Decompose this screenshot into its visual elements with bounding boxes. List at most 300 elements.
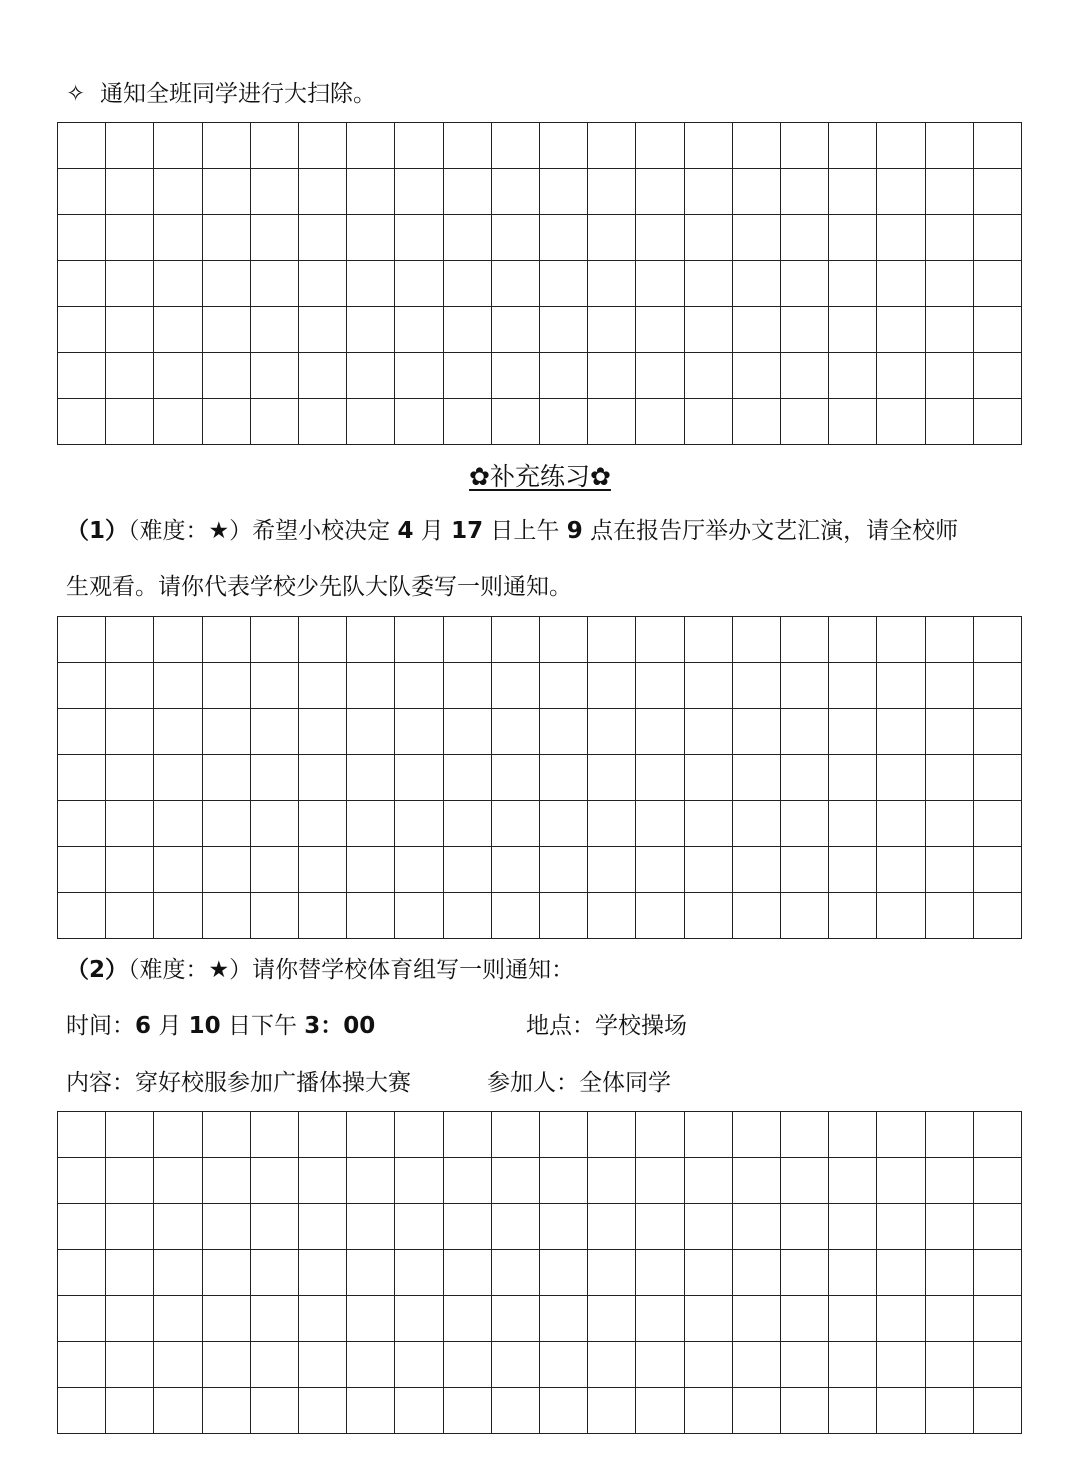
grid-cell[interactable] — [154, 617, 202, 663]
grid-cell[interactable] — [492, 755, 540, 801]
grid-cell[interactable] — [829, 1250, 877, 1296]
grid-cell[interactable] — [58, 1158, 106, 1204]
grid-cell[interactable] — [685, 215, 733, 261]
grid-cell[interactable] — [829, 399, 877, 445]
grid-cell[interactable] — [877, 801, 925, 847]
grid-cell[interactable] — [636, 169, 684, 215]
grid-cell[interactable] — [395, 1388, 443, 1434]
grid-cell[interactable] — [58, 893, 106, 939]
grid-cell[interactable] — [877, 1112, 925, 1158]
grid-cell[interactable] — [299, 709, 347, 755]
grid-cell[interactable] — [154, 847, 202, 893]
grid-cell[interactable] — [974, 617, 1022, 663]
grid-cell[interactable] — [877, 1388, 925, 1434]
grid-cell[interactable] — [685, 307, 733, 353]
grid-cell[interactable] — [492, 1158, 540, 1204]
grid-cell[interactable] — [347, 663, 395, 709]
grid-cell[interactable] — [106, 399, 154, 445]
grid-cell[interactable] — [829, 1204, 877, 1250]
grid-cell[interactable] — [685, 1112, 733, 1158]
grid-cell[interactable] — [58, 399, 106, 445]
grid-cell[interactable] — [395, 1158, 443, 1204]
grid-cell[interactable] — [877, 123, 925, 169]
grid-cell[interactable] — [781, 123, 829, 169]
grid-cell[interactable] — [781, 169, 829, 215]
grid-cell[interactable] — [685, 123, 733, 169]
grid-cell[interactable] — [829, 893, 877, 939]
grid-cell[interactable] — [58, 169, 106, 215]
grid-cell[interactable] — [540, 801, 588, 847]
grid-cell[interactable] — [395, 663, 443, 709]
grid-cell[interactable] — [636, 353, 684, 399]
grid-cell[interactable] — [444, 663, 492, 709]
grid-cell[interactable] — [154, 353, 202, 399]
grid-cell[interactable] — [444, 169, 492, 215]
grid-cell[interactable] — [251, 1296, 299, 1342]
grid-cell[interactable] — [974, 1250, 1022, 1296]
grid-cell[interactable] — [106, 1158, 154, 1204]
grid-cell[interactable] — [58, 261, 106, 307]
grid-cell[interactable] — [829, 261, 877, 307]
grid-cell[interactable] — [395, 801, 443, 847]
grid-cell[interactable] — [588, 1250, 636, 1296]
grid-cell[interactable] — [926, 617, 974, 663]
grid-cell[interactable] — [251, 215, 299, 261]
grid-cell[interactable] — [203, 399, 251, 445]
grid-cell[interactable] — [251, 1204, 299, 1250]
grid-cell[interactable] — [588, 847, 636, 893]
grid-cell[interactable] — [781, 1250, 829, 1296]
grid-cell[interactable] — [492, 307, 540, 353]
grid-cell[interactable] — [733, 617, 781, 663]
grid-cell[interactable] — [154, 123, 202, 169]
grid-cell[interactable] — [251, 847, 299, 893]
grid-cell[interactable] — [974, 1204, 1022, 1250]
grid-cell[interactable] — [781, 709, 829, 755]
grid-cell[interactable] — [106, 801, 154, 847]
grid-cell[interactable] — [492, 617, 540, 663]
grid-cell[interactable] — [492, 1250, 540, 1296]
grid-cell[interactable] — [58, 353, 106, 399]
grid-cell[interactable] — [299, 123, 347, 169]
grid-cell[interactable] — [636, 261, 684, 307]
grid-cell[interactable] — [636, 399, 684, 445]
grid-cell[interactable] — [781, 893, 829, 939]
grid-cell[interactable] — [781, 307, 829, 353]
grid-cell[interactable] — [636, 1296, 684, 1342]
grid-cell[interactable] — [636, 307, 684, 353]
grid-cell[interactable] — [347, 617, 395, 663]
grid-cell[interactable] — [733, 353, 781, 399]
grid-cell[interactable] — [444, 307, 492, 353]
grid-cell[interactable] — [58, 755, 106, 801]
grid-cell[interactable] — [877, 1296, 925, 1342]
grid-cell[interactable] — [974, 893, 1022, 939]
grid-cell[interactable] — [877, 353, 925, 399]
grid-cell[interactable] — [926, 215, 974, 261]
grid-cell[interactable] — [106, 893, 154, 939]
grid-cell[interactable] — [877, 709, 925, 755]
grid-cell[interactable] — [926, 1250, 974, 1296]
grid-cell[interactable] — [106, 663, 154, 709]
grid-cell[interactable] — [299, 399, 347, 445]
grid-cell[interactable] — [829, 1296, 877, 1342]
grid-cell[interactable] — [251, 307, 299, 353]
grid-cell[interactable] — [974, 353, 1022, 399]
grid-cell[interactable] — [203, 663, 251, 709]
grid-cell[interactable] — [926, 353, 974, 399]
grid-cell[interactable] — [636, 709, 684, 755]
grid-cell[interactable] — [588, 1342, 636, 1388]
grid-cell[interactable] — [106, 709, 154, 755]
grid-cell[interactable] — [444, 353, 492, 399]
grid-cell[interactable] — [926, 893, 974, 939]
grid-cell[interactable] — [299, 215, 347, 261]
grid-cell[interactable] — [781, 261, 829, 307]
grid-cell[interactable] — [444, 399, 492, 445]
grid-cell[interactable] — [733, 1112, 781, 1158]
grid-cell[interactable] — [877, 617, 925, 663]
grid-cell[interactable] — [781, 399, 829, 445]
grid-cell[interactable] — [154, 755, 202, 801]
grid-cell[interactable] — [877, 893, 925, 939]
grid-cell[interactable] — [540, 353, 588, 399]
grid-cell[interactable] — [299, 755, 347, 801]
grid-cell[interactable] — [588, 893, 636, 939]
grid-cell[interactable] — [733, 123, 781, 169]
grid-cell[interactable] — [444, 1342, 492, 1388]
grid-cell[interactable] — [251, 801, 299, 847]
grid-cell[interactable] — [636, 893, 684, 939]
grid-cell[interactable] — [154, 1296, 202, 1342]
grid-cell[interactable] — [347, 261, 395, 307]
grid-cell[interactable] — [877, 307, 925, 353]
grid-cell[interactable] — [444, 1250, 492, 1296]
grid-cell[interactable] — [203, 893, 251, 939]
grid-cell[interactable] — [685, 353, 733, 399]
grid-cell[interactable] — [299, 261, 347, 307]
grid-cell[interactable] — [106, 755, 154, 801]
grid-cell[interactable] — [685, 663, 733, 709]
grid-cell[interactable] — [58, 1250, 106, 1296]
grid-cell[interactable] — [492, 1342, 540, 1388]
grid-cell[interactable] — [106, 307, 154, 353]
grid-cell[interactable] — [203, 123, 251, 169]
grid-cell[interactable] — [636, 1112, 684, 1158]
grid-cell[interactable] — [203, 1158, 251, 1204]
grid-cell[interactable] — [251, 261, 299, 307]
grid-cell[interactable] — [251, 1388, 299, 1434]
grid-cell[interactable] — [540, 1204, 588, 1250]
grid-cell[interactable] — [540, 663, 588, 709]
grid-cell[interactable] — [733, 307, 781, 353]
grid-cell[interactable] — [829, 709, 877, 755]
grid-cell[interactable] — [154, 261, 202, 307]
grid-cell[interactable] — [781, 1342, 829, 1388]
grid-cell[interactable] — [395, 215, 443, 261]
grid-cell[interactable] — [492, 169, 540, 215]
grid-cell[interactable] — [636, 215, 684, 261]
grid-cell[interactable] — [733, 709, 781, 755]
grid-cell[interactable] — [106, 215, 154, 261]
grid-cell[interactable] — [492, 1204, 540, 1250]
grid-cell[interactable] — [588, 663, 636, 709]
grid-cell[interactable] — [829, 307, 877, 353]
grid-cell[interactable] — [636, 617, 684, 663]
grid-cell[interactable] — [974, 709, 1022, 755]
grid-cell[interactable] — [444, 1388, 492, 1434]
grid-cell[interactable] — [926, 1342, 974, 1388]
grid-cell[interactable] — [492, 663, 540, 709]
grid-cell[interactable] — [347, 399, 395, 445]
grid-cell[interactable] — [781, 847, 829, 893]
grid-cell[interactable] — [974, 123, 1022, 169]
grid-cell[interactable] — [154, 663, 202, 709]
grid-cell[interactable] — [974, 847, 1022, 893]
grid-cell[interactable] — [444, 617, 492, 663]
grid-cell[interactable] — [877, 1204, 925, 1250]
grid-cell[interactable] — [540, 1158, 588, 1204]
grid-cell[interactable] — [444, 1204, 492, 1250]
grid-cell[interactable] — [685, 169, 733, 215]
grid-cell[interactable] — [347, 1296, 395, 1342]
grid-cell[interactable] — [829, 663, 877, 709]
grid-cell[interactable] — [877, 169, 925, 215]
grid-cell[interactable] — [444, 261, 492, 307]
grid-cell[interactable] — [444, 1158, 492, 1204]
grid-cell[interactable] — [203, 1112, 251, 1158]
grid-cell[interactable] — [444, 893, 492, 939]
grid-cell[interactable] — [685, 709, 733, 755]
grid-cell[interactable] — [492, 261, 540, 307]
grid-cell[interactable] — [829, 123, 877, 169]
grid-cell[interactable] — [926, 123, 974, 169]
grid-cell[interactable] — [926, 1296, 974, 1342]
grid-cell[interactable] — [733, 1250, 781, 1296]
grid-cell[interactable] — [829, 353, 877, 399]
grid-cell[interactable] — [540, 399, 588, 445]
grid-cell[interactable] — [685, 847, 733, 893]
grid-cell[interactable] — [781, 663, 829, 709]
grid-cell[interactable] — [492, 893, 540, 939]
grid-cell[interactable] — [251, 1112, 299, 1158]
grid-cell[interactable] — [540, 261, 588, 307]
grid-cell[interactable] — [444, 215, 492, 261]
grid-cell[interactable] — [347, 847, 395, 893]
grid-cell[interactable] — [685, 1204, 733, 1250]
grid-cell[interactable] — [106, 1342, 154, 1388]
grid-cell[interactable] — [588, 1158, 636, 1204]
grid-cell[interactable] — [781, 1204, 829, 1250]
grid-cell[interactable] — [974, 215, 1022, 261]
grid-cell[interactable] — [540, 1388, 588, 1434]
grid-cell[interactable] — [154, 169, 202, 215]
grid-cell[interactable] — [733, 801, 781, 847]
grid-cell[interactable] — [58, 617, 106, 663]
grid-cell[interactable] — [106, 169, 154, 215]
grid-cell[interactable] — [58, 1342, 106, 1388]
grid-cell[interactable] — [106, 847, 154, 893]
grid-cell[interactable] — [251, 1342, 299, 1388]
grid-cell[interactable] — [58, 709, 106, 755]
grid-cell[interactable] — [781, 1296, 829, 1342]
grid-cell[interactable] — [251, 663, 299, 709]
grid-cell[interactable] — [203, 261, 251, 307]
grid-cell[interactable] — [299, 1342, 347, 1388]
grid-cell[interactable] — [395, 169, 443, 215]
grid-cell[interactable] — [347, 1112, 395, 1158]
grid-cell[interactable] — [251, 617, 299, 663]
grid-cell[interactable] — [299, 663, 347, 709]
grid-cell[interactable] — [877, 399, 925, 445]
grid-cell[interactable] — [733, 215, 781, 261]
grid-cell[interactable] — [251, 709, 299, 755]
grid-cell[interactable] — [395, 123, 443, 169]
grid-cell[interactable] — [926, 709, 974, 755]
grid-cell[interactable] — [926, 399, 974, 445]
grid-cell[interactable] — [395, 617, 443, 663]
grid-cell[interactable] — [685, 1158, 733, 1204]
grid-cell[interactable] — [106, 1296, 154, 1342]
grid-cell[interactable] — [877, 663, 925, 709]
grid-cell[interactable] — [781, 353, 829, 399]
grid-cell[interactable] — [974, 307, 1022, 353]
grid-cell[interactable] — [299, 1204, 347, 1250]
grid-cell[interactable] — [251, 169, 299, 215]
grid-cell[interactable] — [251, 353, 299, 399]
grid-cell[interactable] — [685, 893, 733, 939]
grid-cell[interactable] — [829, 847, 877, 893]
grid-cell[interactable] — [540, 617, 588, 663]
grid-cell[interactable] — [926, 1388, 974, 1434]
grid-cell[interactable] — [395, 755, 443, 801]
grid-cell[interactable] — [203, 709, 251, 755]
grid-cell[interactable] — [347, 1342, 395, 1388]
grid-cell[interactable] — [106, 1112, 154, 1158]
grid-cell[interactable] — [636, 663, 684, 709]
grid-cell[interactable] — [588, 755, 636, 801]
grid-cell[interactable] — [395, 1112, 443, 1158]
grid-cell[interactable] — [395, 1204, 443, 1250]
grid-cell[interactable] — [395, 1296, 443, 1342]
grid-cell[interactable] — [251, 123, 299, 169]
grid-cell[interactable] — [395, 1342, 443, 1388]
grid-cell[interactable] — [877, 1158, 925, 1204]
grid-cell[interactable] — [444, 755, 492, 801]
grid-cell[interactable] — [685, 617, 733, 663]
grid-cell[interactable] — [203, 801, 251, 847]
grid-cell[interactable] — [540, 215, 588, 261]
grid-cell[interactable] — [492, 801, 540, 847]
grid-cell[interactable] — [733, 1158, 781, 1204]
grid-cell[interactable] — [540, 1342, 588, 1388]
grid-cell[interactable] — [299, 1388, 347, 1434]
grid-cell[interactable] — [154, 307, 202, 353]
grid-cell[interactable] — [540, 307, 588, 353]
grid-cell[interactable] — [203, 847, 251, 893]
grid-cell[interactable] — [974, 663, 1022, 709]
grid-cell[interactable] — [926, 307, 974, 353]
grid-cell[interactable] — [299, 353, 347, 399]
grid-cell[interactable] — [974, 261, 1022, 307]
grid-cell[interactable] — [154, 1112, 202, 1158]
grid-cell[interactable] — [733, 1204, 781, 1250]
grid-cell[interactable] — [203, 307, 251, 353]
grid-cell[interactable] — [106, 353, 154, 399]
grid-cell[interactable] — [492, 399, 540, 445]
grid-cell[interactable] — [588, 353, 636, 399]
grid-cell[interactable] — [829, 617, 877, 663]
grid-cell[interactable] — [203, 353, 251, 399]
grid-cell[interactable] — [106, 1204, 154, 1250]
grid-cell[interactable] — [492, 123, 540, 169]
grid-cell[interactable] — [299, 1112, 347, 1158]
grid-cell[interactable] — [347, 1158, 395, 1204]
grid-cell[interactable] — [540, 847, 588, 893]
grid-cell[interactable] — [588, 1204, 636, 1250]
grid-cell[interactable] — [299, 617, 347, 663]
grid-cell[interactable] — [781, 1112, 829, 1158]
grid-cell[interactable] — [974, 1388, 1022, 1434]
grid-cell[interactable] — [540, 709, 588, 755]
grid-cell[interactable] — [540, 1296, 588, 1342]
grid-cell[interactable] — [829, 1158, 877, 1204]
grid-cell[interactable] — [58, 307, 106, 353]
grid-cell[interactable] — [106, 1250, 154, 1296]
grid-cell[interactable] — [781, 215, 829, 261]
grid-cell[interactable] — [203, 1250, 251, 1296]
grid-cell[interactable] — [733, 1342, 781, 1388]
grid-cell[interactable] — [154, 893, 202, 939]
grid-cell[interactable] — [685, 1388, 733, 1434]
grid-cell[interactable] — [347, 801, 395, 847]
grid-cell[interactable] — [395, 893, 443, 939]
grid-cell[interactable] — [685, 801, 733, 847]
grid-cell[interactable] — [540, 1112, 588, 1158]
grid-cell[interactable] — [203, 1204, 251, 1250]
grid-cell[interactable] — [540, 169, 588, 215]
grid-cell[interactable] — [154, 1250, 202, 1296]
grid-cell[interactable] — [733, 261, 781, 307]
grid-cell[interactable] — [154, 1388, 202, 1434]
grid-cell[interactable] — [106, 617, 154, 663]
grid-cell[interactable] — [444, 847, 492, 893]
grid-cell[interactable] — [636, 1388, 684, 1434]
grid-cell[interactable] — [203, 755, 251, 801]
grid-cell[interactable] — [926, 1158, 974, 1204]
grid-cell[interactable] — [347, 893, 395, 939]
grid-cell[interactable] — [347, 755, 395, 801]
grid-cell[interactable] — [588, 307, 636, 353]
grid-cell[interactable] — [829, 169, 877, 215]
grid-cell[interactable] — [299, 169, 347, 215]
grid-cell[interactable] — [203, 169, 251, 215]
grid-cell[interactable] — [299, 1250, 347, 1296]
grid-cell[interactable] — [733, 663, 781, 709]
grid-cell[interactable] — [926, 663, 974, 709]
grid-cell[interactable] — [395, 709, 443, 755]
grid-cell[interactable] — [636, 1342, 684, 1388]
grid-cell[interactable] — [733, 847, 781, 893]
grid-cell[interactable] — [588, 801, 636, 847]
grid-cell[interactable] — [203, 215, 251, 261]
grid-cell[interactable] — [588, 123, 636, 169]
grid-cell[interactable] — [106, 123, 154, 169]
grid-cell[interactable] — [58, 801, 106, 847]
grid-cell[interactable] — [685, 261, 733, 307]
grid-cell[interactable] — [588, 709, 636, 755]
grid-cell[interactable] — [829, 801, 877, 847]
